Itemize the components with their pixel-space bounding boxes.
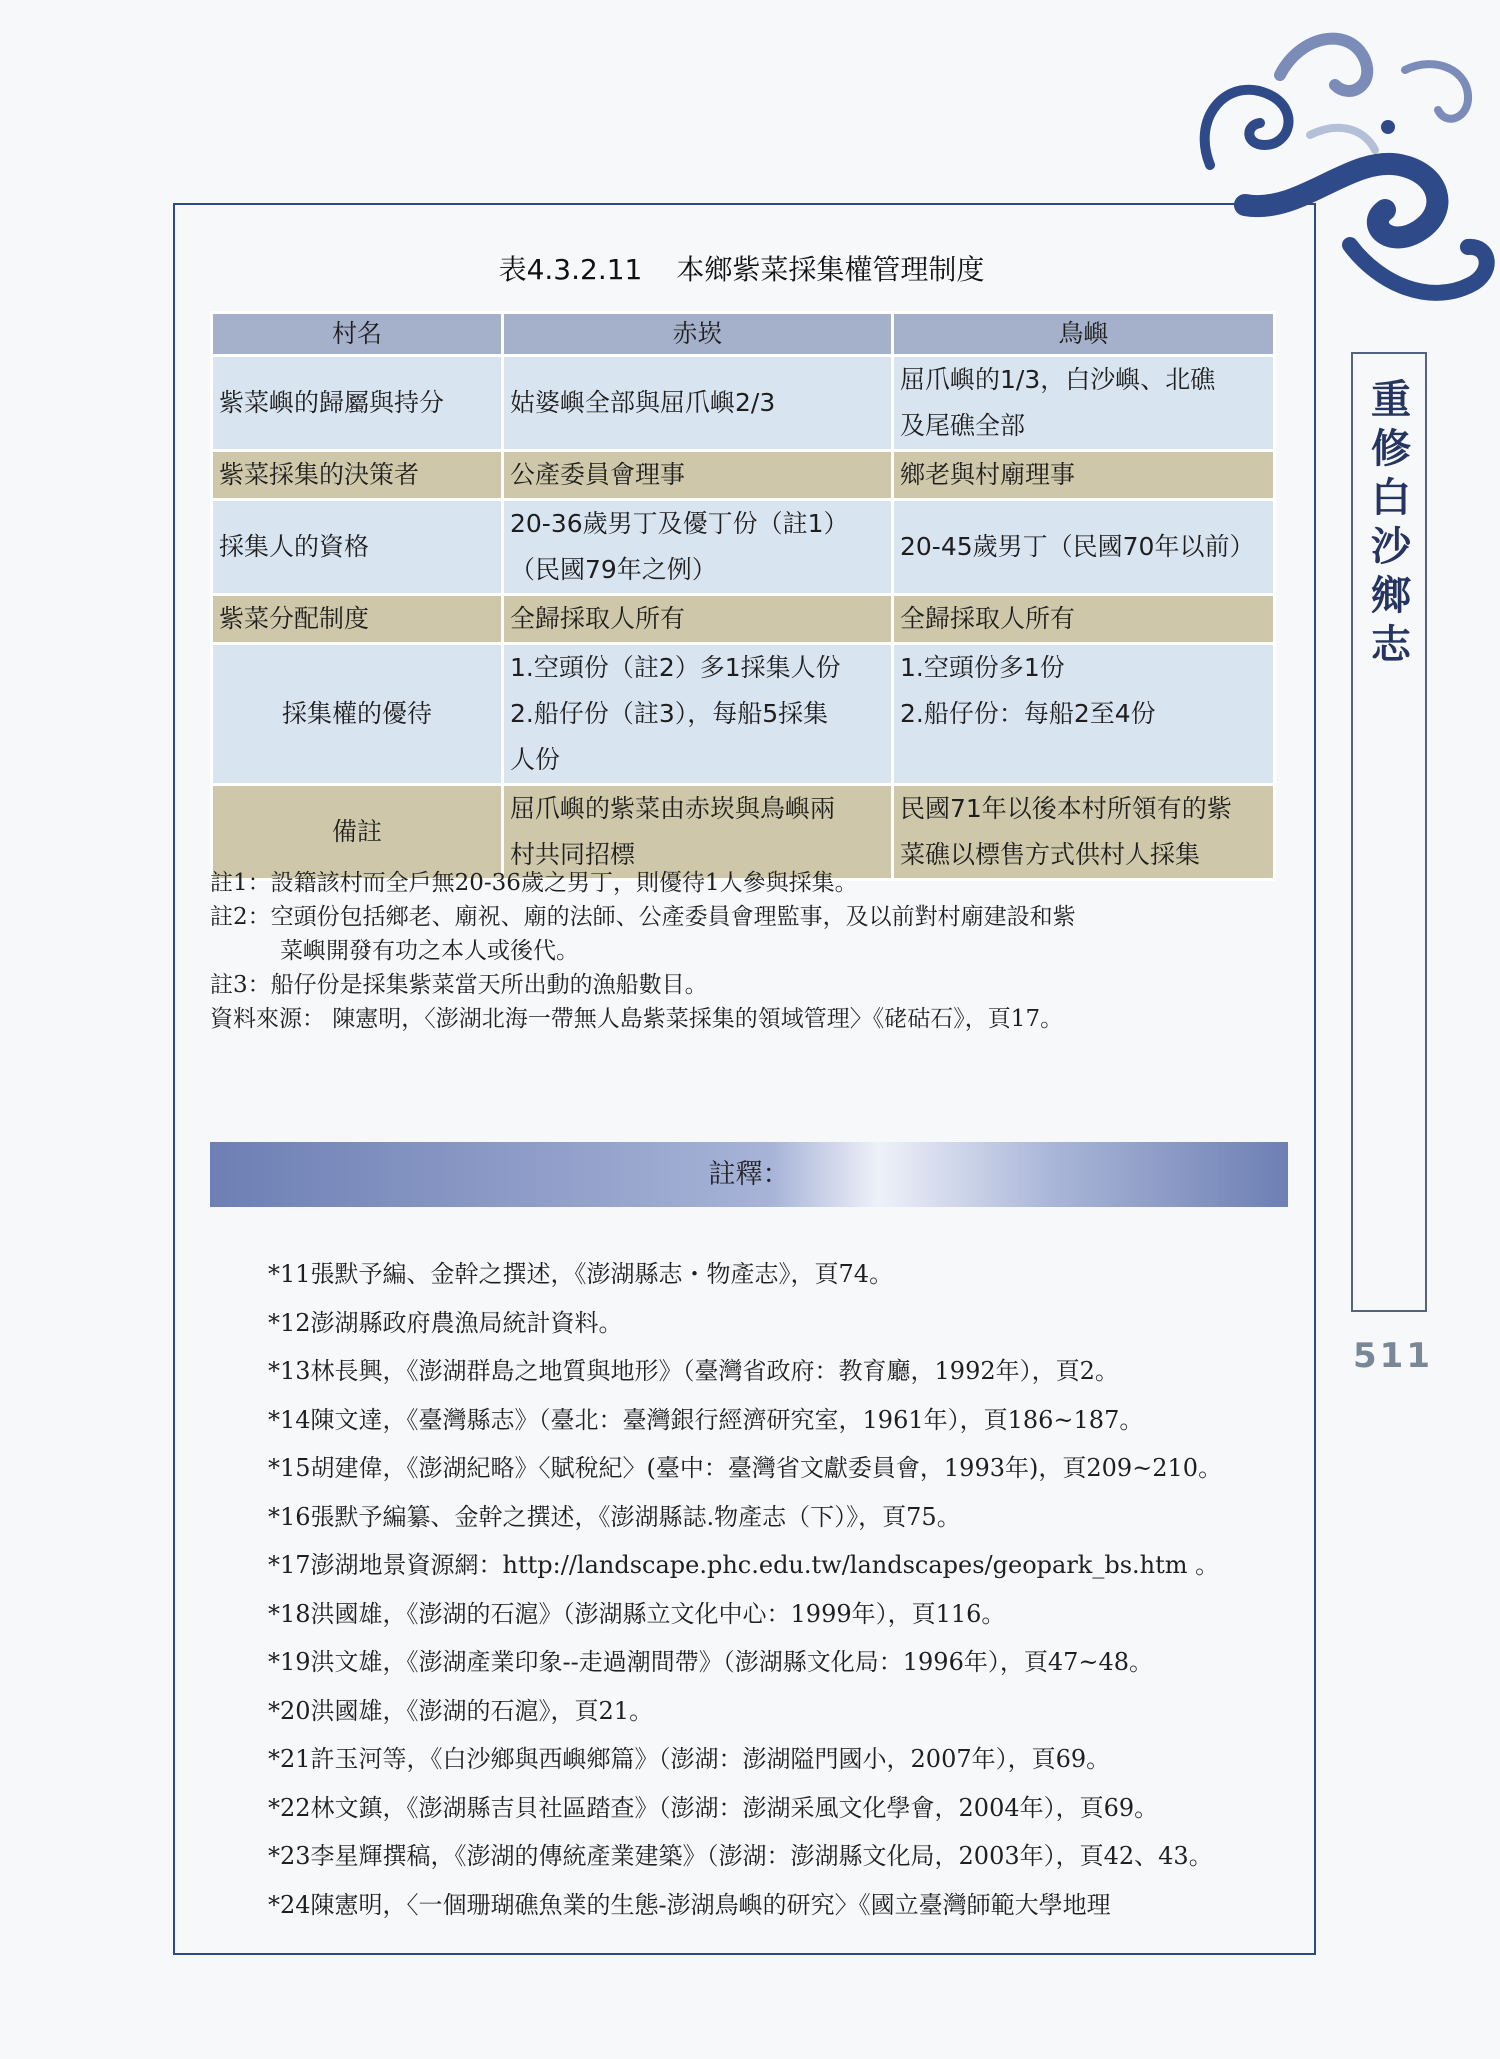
reference-item: *12澎湖縣政府農漁局統計資料。 — [268, 1308, 623, 1337]
table-number: 表4.3.2.11 — [498, 253, 643, 286]
note-1: 註1：設籍該村而全戶無20-36歲之男丁，則優待1人參與採集。 — [210, 870, 858, 896]
reference-item: *21許玉河等，《白沙鄉與西嶼鄉篇》（澎湖：澎湖隘門國小，2007年），頁69。 — [268, 1745, 1111, 1773]
seaweed-rights-table — [210, 311, 1276, 881]
reference-item: *16張默予編纂、金幹之撰述，《澎湖縣誌.物產志（下）》，頁75。 — [268, 1502, 961, 1531]
annotations-heading: 註釋： — [708, 1159, 790, 1190]
reference-item: *17澎湖地景資源網：http://landscape.phc.edu.tw/landscapes/geopark_bs.htm 。 — [268, 1551, 1220, 1579]
cell-chikan: 屈爪嶼的紫菜由赤崁與鳥嶼兩 村共同招標 — [503, 785, 893, 880]
note-2-continued: 菜嶼開發有功之本人或後代。 — [280, 938, 579, 964]
cell-niaoyu: 20-45歲男丁（民國70年以前） — [893, 500, 1275, 595]
row-label: 採集人的資格 — [212, 500, 503, 595]
cell-chikan: 姑婆嶼全部與屈爪嶼2/3 — [503, 356, 893, 451]
page-number: 511 — [1353, 1336, 1433, 1376]
reference-item: *20洪國雄，《澎湖的石滬》，頁21。 — [268, 1696, 654, 1725]
reference-item: *14陳文達，《臺灣縣志》（臺北：臺灣銀行經濟研究室，1961年），頁186~187。 — [268, 1405, 1144, 1434]
reference-item: *23李星輝撰稿，《澎湖的傳統產業建築》（澎湖：澎湖縣文化局，2003年），頁42、43。 — [268, 1842, 1213, 1870]
cell-niaoyu: 全歸採取人所有 — [893, 595, 1275, 644]
reference-item: *19洪文雄，《澎湖產業印象--走過潮間帶》（澎湖縣文化局：1996年），頁47~48。 — [268, 1648, 1154, 1676]
note-3: 註3：船仔份是採集紫菜當天所出動的漁船數目。 — [210, 972, 708, 998]
book-title-vertical: 重 修 白 沙 鄉 志 — [1371, 376, 1411, 668]
reference-item: *13林長興，《澎湖群島之地質與地形》（臺灣省政府：教育廳，1992年），頁2。 — [268, 1357, 1119, 1385]
dragon-cloud-ornament — [1150, 15, 1500, 345]
reference-item: *11張默予編、金幹之撰述，《澎湖縣志・物產志》，頁74。 — [268, 1260, 894, 1288]
table-row — [212, 595, 1275, 644]
cell-chikan: 全歸採取人所有 — [503, 595, 893, 644]
row-label: 採集權的優待 — [212, 644, 503, 785]
row-label: 備註 — [212, 785, 503, 880]
cell-niaoyu: 民國71年以後本村所領有的紫 菜礁以標售方式供村人採集 — [893, 785, 1275, 880]
header-chikan: 赤崁 — [503, 313, 893, 356]
table-notes — [210, 866, 1273, 1036]
cell-niaoyu: 鄉老與村廟理事 — [893, 451, 1275, 500]
cell-chikan: 20-36歲男丁及優丁份（註1） （民國79年之例） — [503, 500, 893, 595]
reference-item: *22林文鎮，《澎湖縣吉貝社區踏查》（澎湖：澎湖采風文化學會，2004年），頁69。 — [268, 1793, 1159, 1822]
row-label: 紫菜嶼的歸屬與持分 — [212, 356, 503, 451]
table-row — [212, 644, 1275, 785]
table-row — [212, 500, 1275, 595]
table-header-row — [212, 313, 1275, 356]
table-row — [212, 451, 1275, 500]
note-2: 註2：空頭份包括鄉老、廟祝、廟的法師、公產委員會理監事，及以前對村廟建設和紫 — [210, 904, 1076, 930]
cell-niaoyu: 1.空頭份多1份 2.船仔份：每船2至4份 — [893, 644, 1275, 785]
table-caption: 本鄉紫菜採集權管理制度 — [676, 253, 985, 286]
row-label: 紫菜採集的決策者 — [212, 451, 503, 500]
header-niaoyu: 鳥嶼 — [893, 313, 1275, 356]
cell-chikan: 公產委員會理事 — [503, 451, 893, 500]
reference-item: *15胡建偉，《澎湖紀略》〈賦稅紀〉(臺中：臺灣省文獻委員會，1993年)，頁209~210。 — [268, 1454, 1223, 1482]
row-label: 紫菜分配制度 — [212, 595, 503, 644]
table-source: 資料來源： 陳憲明，〈澎湖北海一帶無人島紫菜採集的領域管理〉《硓𥑮石》，頁17。 — [210, 1006, 1064, 1032]
header-village: 村名 — [212, 313, 503, 356]
cell-niaoyu: 屈爪嶼的1/3，白沙嶼、北礁 及尾礁全部 — [893, 356, 1275, 451]
annotations-banner — [210, 1142, 1288, 1207]
reference-item: *24陳憲明，〈一個珊瑚礁魚業的生態-澎湖鳥嶼的研究〉《國立臺灣師範大學地理 — [268, 1890, 1111, 1919]
table-title — [210, 248, 1273, 288]
references-list — [268, 1250, 1278, 1929]
table-row — [212, 356, 1275, 451]
reference-item: *18洪國雄，《澎湖的石滬》（澎湖縣立文化中心：1999年），頁116。 — [268, 1599, 1006, 1628]
cell-chikan: 1.空頭份（註2）多1採集人份 2.船仔份（註3），每船5採集 人份 — [503, 644, 893, 785]
